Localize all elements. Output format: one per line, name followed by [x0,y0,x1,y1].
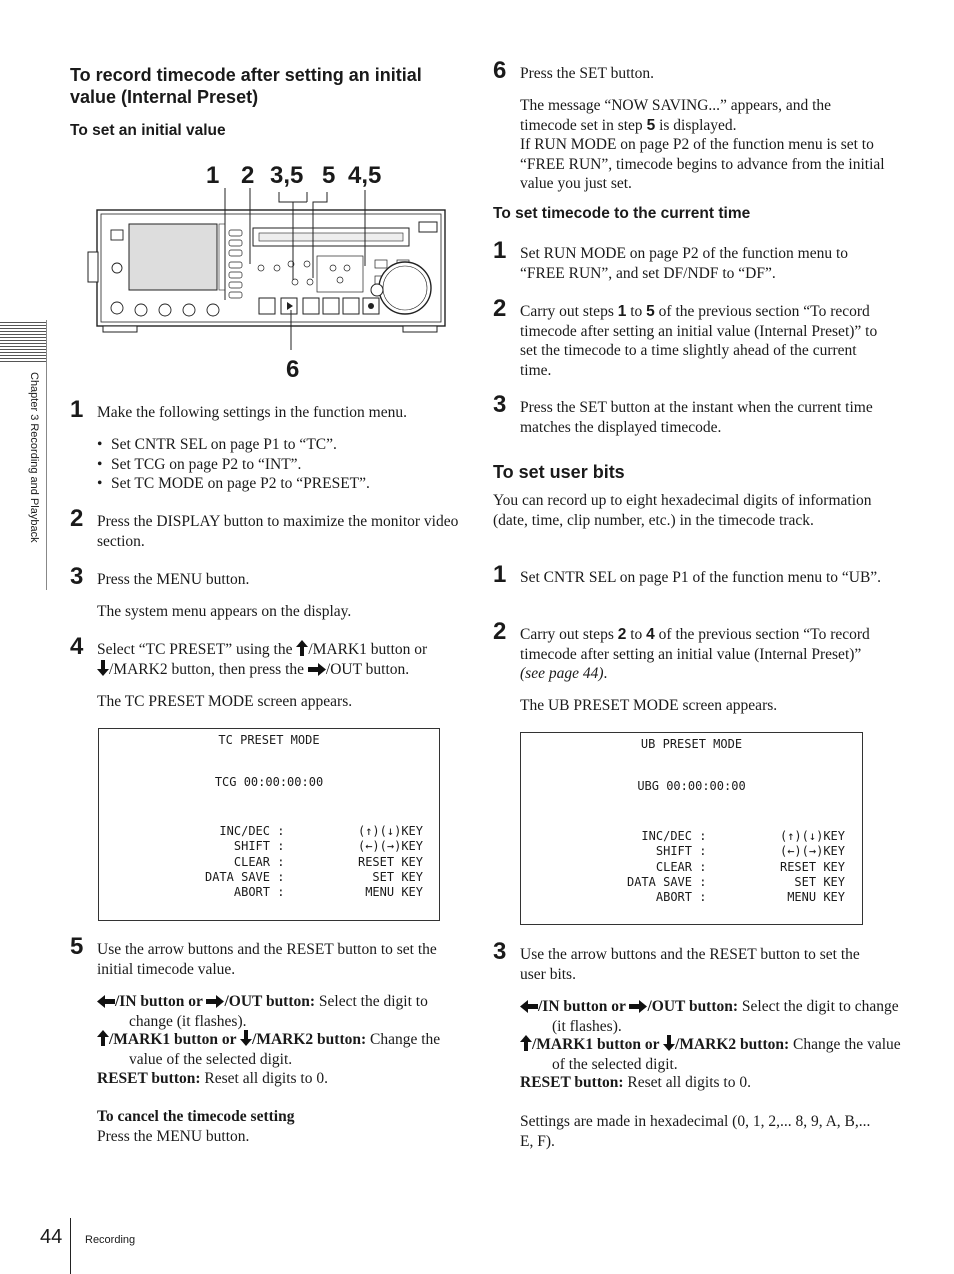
text-part: Select “TC PRESET” using the [97,641,297,658]
legend-row: ABORT : MENU KEY [233,885,423,900]
step-number: 2 [493,618,507,645]
arrow-down-icon [240,1030,252,1046]
legend-row: ABORT : MENU KEY [655,890,845,905]
ub-preset-screen [520,732,863,925]
text-part: /IN button or [115,993,207,1010]
arrow-up-icon [97,1030,109,1046]
callout-2: 2 [241,162,255,189]
cancel-heading: To cancel the timecode setting [97,1108,295,1125]
text-part: /MARK1 button or [308,641,428,658]
arrow-down-icon [97,660,109,676]
current-time-heading: To set timecode to the current time [493,205,751,222]
text-part: Change the value of the selected digit. [552,1036,901,1073]
text-part: 5 [646,303,655,320]
text-part: 1 [617,303,627,320]
device-illustration [85,160,455,390]
list-item: • Set CNTR SEL on page P1 to “TC”. [97,435,467,455]
step-text: Use the arrow buttons and the RESET button to set the initial timecode value. [97,941,437,978]
subsection-heading: To set an initial value [70,122,226,139]
deck-front-panel-drawing [85,160,455,390]
arrow-up-icon [520,1035,532,1051]
callout-3-5: 3,5 [270,162,304,189]
section-title: To record timecode after setting an initial value (Internal Preset) [70,65,422,107]
page-number: 44 [40,1226,63,1248]
callout-4-5: 4,5 [348,162,382,189]
chapter-tab-rule [46,320,47,590]
text-part: Change the value of the selected digit. [129,1031,441,1068]
text-part: /MARK1 button or [532,1036,664,1053]
legend-row: INC/DEC : (↑)(↓)KEY [219,824,423,838]
step-text: Press the SET button. [520,65,655,82]
step-number: 3 [493,938,507,965]
legend-row: CLEAR : RESET KEY [655,859,845,874]
text-part: Carry out steps [520,303,618,320]
step-text: Make the following settings in the function menu. [97,404,407,421]
user-bits-intro: You can record up to eight hexadecimal digits of information (date, time, clip number, etc.) in the timecode track. [493,492,872,529]
text-part: The message “NOW SAVING...” appears, and the timecode set in step [520,97,832,134]
user-bits-heading: To set user bits [493,462,625,482]
legend-row: DATA SAVE : SET KEY [626,874,845,889]
text-part: /MARK2 button, then press the [109,660,308,678]
step-text [520,625,885,684]
desc-in-out [97,992,469,1031]
arrow-left-icon [97,995,115,1008]
footer-rule [70,1218,71,1274]
text-part: to [626,626,647,643]
screen-title: TC PRESET MODE [218,733,320,747]
step-number: 6 [493,57,507,84]
list-item: • Set TCG on page P2 to “INT”. [97,455,467,475]
step-number: 3 [70,563,84,590]
step-number: 5 [70,933,84,960]
legend-row: CLEAR : RESET KEY [233,854,423,869]
legend-row: SHIFT : (←)(→)KEY [233,839,423,854]
cancel-text: Press the MENU button. [97,1128,250,1145]
text-part: 4 [646,626,655,643]
step-text: Set CNTR SEL on page P1 of the function menu to “UB”. [520,569,882,586]
footer-section: Recording [85,1234,136,1246]
chapter-tab-hatch [0,320,46,362]
text-part: Carry out steps [520,626,618,643]
text-part: of the previous section “To record timecode after setting an initial value (Internal Preset)” [520,626,870,663]
legend-row: DATA SAVE : SET KEY [204,869,423,884]
text-part: If RUN MODE on page P2 of the function menu is set to “FREE RUN”, timecode begins to advance from the initial value you just set. [520,136,885,192]
desc-reset [520,1073,885,1093]
step-text: Press the SET button at the instant when the current time matches the displayed timecode. [520,399,873,436]
arrow-up-icon [296,640,308,656]
text-part: /IN button or [538,998,630,1015]
step-text [97,640,469,679]
step-text [520,302,885,380]
legend-row: INC/DEC : (↑)(↓)KEY [641,829,845,843]
step-note: The UB PRESET MODE screen appears. [520,697,778,714]
text-part: RESET button: [97,1070,201,1087]
text-part: 2 [617,626,627,643]
arrow-right-icon [308,663,326,676]
text-part: /MARK1 button or [109,1031,241,1048]
step-note: The system menu appears on the display. [97,603,352,620]
callout-6: 6 [286,356,300,383]
tc-preset-screen [98,728,440,921]
step-number: 1 [493,561,507,588]
list-item: • Set TC MODE on page P2 to “PRESET”. [97,474,467,494]
step-number: 3 [493,391,507,418]
text-part: 5 [646,116,656,134]
arrow-down-icon [663,1035,675,1051]
text-part: RESET button: [520,1074,624,1091]
step-text: Set RUN MODE on page P2 of the function menu to “FREE RUN”, and set DF/NDF to “DF”. [520,245,849,282]
text-part: /OUT button: [224,993,316,1010]
desc-reset [97,1069,457,1089]
arrow-right-icon [206,995,224,1008]
text-part: . [603,665,608,682]
page-reference: (see page 44) [520,665,604,682]
desc-in-out [520,997,915,1036]
step-number: 2 [493,295,507,322]
text-part: Reset all digits to 0. [623,1074,751,1091]
step-number: 4 [70,633,84,660]
step-number: 1 [70,396,84,423]
text-part: /OUT button: [647,998,739,1015]
timecode-value: TCG 00:00:00:00 [214,775,324,789]
callout-5: 5 [322,162,336,189]
key-legend [119,824,423,900]
text-part: of the previous section “To record timecode after setting an initial value (Internal Preset)” to set the timecode to a time slightly ahead of the current time. [520,303,878,379]
legend-row: SHIFT : (←)(→)KEY [655,844,845,859]
text-part: Select the digit to change (it flashes). [129,993,428,1030]
text-part: Reset all digits to 0. [200,1070,328,1087]
step-number: 2 [70,505,84,532]
arrow-right-icon [629,1000,647,1013]
step-note [520,96,885,194]
text-part: /MARK2 button: [252,1031,367,1048]
text-part: to [626,303,647,320]
screen-title: UB PRESET MODE [640,737,743,751]
desc-mark [97,1030,469,1069]
step-text: Press the DISPLAY button to maximize the monitor video section. [97,513,459,550]
hex-note: Settings are made in hexadecimal (0, 1, 2,... 8, 9, A, B,... E, F). [520,1113,871,1150]
step-note: The TC PRESET MODE screen appears. [97,693,353,710]
settings-list [97,435,467,494]
step-text: Press the MENU button. [97,571,250,588]
callout-1: 1 [206,162,220,189]
userbits-value: UBG 00:00:00:00 [637,779,746,793]
text-part: Select the digit to change (it flashes). [552,998,899,1035]
desc-mark [520,1035,915,1074]
chapter-side-label: Chapter 3 Recording and Playback [28,372,40,543]
text-part: /MARK2 button: [675,1036,790,1053]
text-part: is displayed. [655,116,737,134]
step-number: 1 [493,237,507,264]
arrow-left-icon [520,1000,538,1013]
key-legend [541,829,845,905]
text-part: /OUT button. [325,660,410,678]
step-text: Use the arrow buttons and the RESET button to set the user bits. [520,946,860,983]
